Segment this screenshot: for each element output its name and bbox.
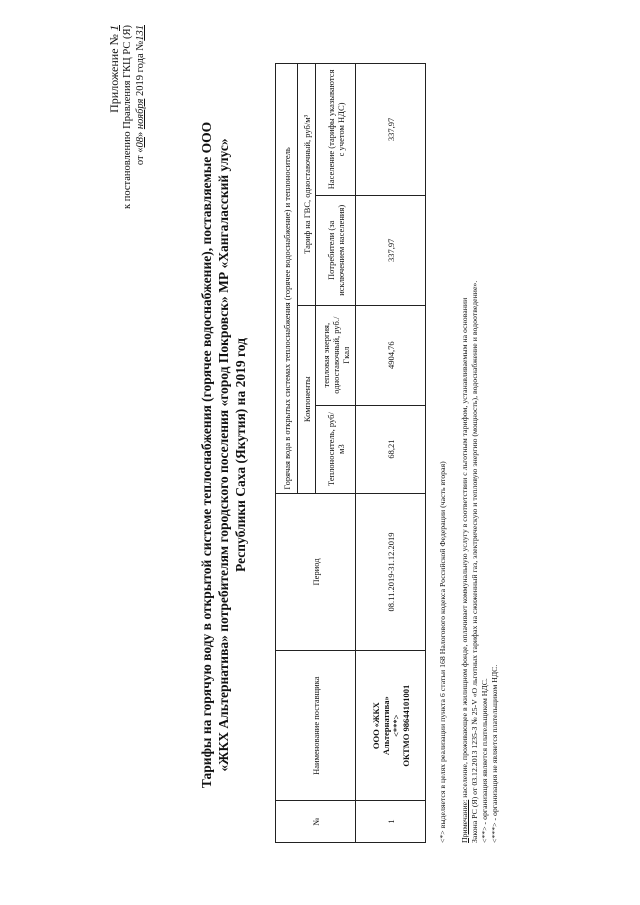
header-carrier: Теплоноситель, руб/м3 <box>316 405 356 493</box>
header-heat-energy: тепловая энергия, одноставочный, руб./Гкал <box>316 305 356 405</box>
appendix-date <box>134 25 147 260</box>
date-day: 08 <box>135 137 146 148</box>
cell-carrier: 68,21 <box>356 405 426 493</box>
heading-line-3: Республики Саха (Якутия) на 2019 год <box>233 338 248 572</box>
footnote-star: <*> выделяется в целях реализации пункта 6 статьи 168 Налогового кодекса Российской Федерации (часть вторая) <box>438 461 447 843</box>
tariff-table <box>275 63 426 843</box>
remark-text-2: Закона РС (Я) от 03.12.2013 1235-З № 25-V «О льготных тарифах на сжиженный газ, электрическую и тепловую энергию (мощность), водоснабжение и водоотведение». <box>470 280 479 843</box>
header-gvs-tariff: Тариф на ГВС, одноставочный, руб/м³ <box>298 64 316 306</box>
table-row <box>356 64 426 843</box>
remark-label: Примечание: <box>460 799 469 843</box>
cell-population: 337,97 <box>356 64 426 196</box>
supplier-oktmo: ОКТМО 98644101001 <box>400 684 411 767</box>
remark-text-1: население, проживающее в жилищном фонде, оплачивает коммунальную услугу в соответствии с льготным тарифом, устанавливаемым на основании <box>460 297 469 800</box>
header-period: Период <box>276 493 356 651</box>
header-components: Компоненты <box>298 305 316 493</box>
heading-line-2: «ЖКХ Альтернатива» потребителям городского поселения «город Покровск» МР «Хангаласский улус» <box>216 138 231 772</box>
date-month: ноября <box>135 98 146 130</box>
footnote-3star: <***> - организация не является плательщиком НДС. <box>490 664 499 843</box>
header-population: Население (тарифы указываются с учетом НДС) <box>316 64 356 196</box>
date-open-quote: от « <box>135 147 146 166</box>
document-heading <box>198 65 249 845</box>
appendix-number: 1 <box>107 25 121 31</box>
supplier-name-1: ООО «ЖКХ <box>370 702 381 750</box>
appendix-label: Приложение № <box>107 34 121 113</box>
remark <box>460 43 470 843</box>
cell-consumers: 337,97 <box>356 195 426 305</box>
supplier-name-2: Альтернатива» <box>380 696 391 756</box>
appendix-title <box>108 25 121 260</box>
header-consumers: Потребители (за исключением населения) <box>316 195 356 305</box>
appendix-block <box>108 25 147 260</box>
footnotes <box>438 43 500 843</box>
date-year: 2019 года № <box>135 40 146 97</box>
table-header-row-1 <box>276 64 298 843</box>
supplier-mark: <***> <box>390 714 401 737</box>
appendix-decree: к постановлению Правления ГКЦ РС (Я) <box>122 25 133 209</box>
cell-period: 08.11.2019-31.12.2019 <box>356 493 426 651</box>
header-supplier: Наименование поставщика <box>276 651 356 801</box>
document-page <box>20 15 620 885</box>
date-close-quote: » <box>135 131 146 137</box>
cell-heat-energy: 4904,76 <box>356 305 426 405</box>
header-no: № <box>276 801 356 843</box>
header-hot-water-group: Горячая вода в открытых системах теплоснабжения (горячее водоснабжение) и теплоноситель <box>276 64 298 494</box>
cell-supplier <box>356 651 426 801</box>
heading-line-1: Тарифы на горячую воду в открытой системе теплоснабжения (горячее водоснабжение), поставляемые ООО <box>199 121 214 789</box>
footnote-2star: <**> - организация является плательщиком НДС. <box>480 678 489 843</box>
cell-no: 1 <box>356 801 426 843</box>
decree-number: 131 <box>135 25 146 41</box>
